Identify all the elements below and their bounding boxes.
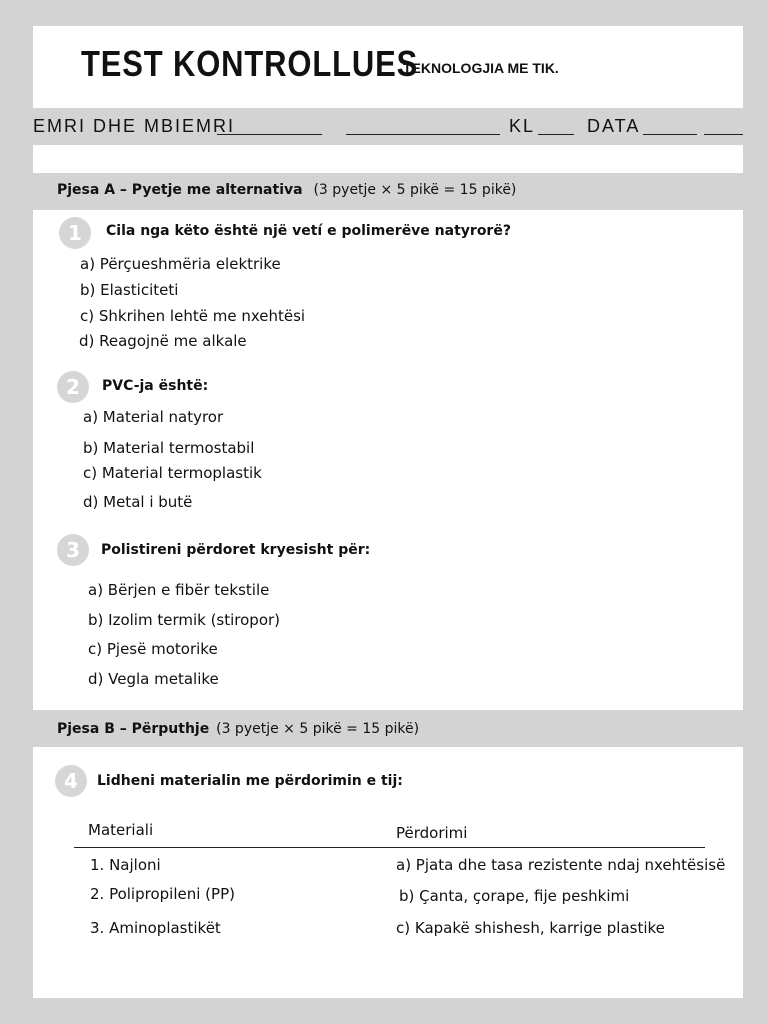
question-3-option-d[interactable]: d) Vegla metalike [88, 670, 219, 688]
question-1-text: Cila nga këto është një vetí e polimerëve natyrorë? [106, 223, 511, 239]
date-field[interactable] [643, 134, 697, 135]
part-b-card [33, 747, 743, 998]
part-b-heading [57, 721, 419, 737]
class-label: KL [509, 116, 536, 136]
question-number-badge: 4 [55, 765, 87, 797]
column-header-materials: Materiali [88, 821, 154, 839]
header-card [33, 26, 743, 108]
question-number-badge: 2 [57, 371, 89, 403]
part-a-scoring: (3 pyetje × 5 pikë = 15 pikë) [313, 182, 517, 198]
name-field[interactable] [217, 134, 322, 135]
use-item: b) Çanta, çorape, fije peshkimi [399, 887, 630, 905]
part-b-title: Pjesa B – Përputhje [57, 721, 210, 737]
question-1-option-b[interactable]: b) Elasticiteti [80, 281, 179, 299]
question-2-option-b[interactable]: b) Material termostabil [83, 439, 255, 457]
question-2-option-a[interactable]: a) Material natyror [83, 408, 224, 426]
material-item: 1. Najloni [90, 856, 161, 874]
part-a-heading [57, 182, 516, 198]
use-item: c) Kapakë shishesh, karrige plastike [396, 919, 665, 937]
question-3-text: Polistireni përdoret kryesisht për: [101, 542, 371, 558]
question-1-option-d[interactable]: d) Reagojnë me alkale [79, 332, 247, 350]
material-item: 2. Polipropileni (PP) [90, 885, 235, 903]
question-3-option-c[interactable]: c) Pjesë motorike [88, 640, 218, 658]
date-label: DATA [587, 116, 641, 136]
question-number-badge: 3 [57, 534, 89, 566]
question-2-text: PVC-ja është: [102, 378, 209, 394]
question-3-option-b[interactable]: b) Izolim termik (stiropor) [88, 611, 281, 629]
page-title: TEST KONTROLLUES [81, 43, 419, 84]
question-4-text: Lidheni materialin me përdorimin e tij: [97, 773, 403, 789]
question-1-option-c[interactable]: c) Shkrihen lehtë me nxehtësi [80, 307, 306, 325]
use-item: a) Pjata dhe tasa rezistente ndaj nxehtësisë [396, 856, 726, 874]
question-3-option-a[interactable]: a) Bërjen e fibër tekstile [88, 581, 270, 599]
material-item: 3. Aminoplastikët [90, 919, 221, 937]
blank-strip [33, 145, 743, 173]
date-field-continued[interactable] [704, 134, 743, 135]
part-b-scoring: (3 pyetje × 5 pikë = 15 pikë) [216, 721, 420, 737]
part-a-card [33, 210, 743, 710]
question-number-badge: 1 [59, 217, 91, 249]
page-subtitle: TEKNOLOGJIA ME TIK. [403, 60, 559, 76]
question-1-option-a[interactable]: a) Përçueshmëria elektrike [80, 255, 281, 273]
class-field[interactable] [538, 134, 574, 135]
table-header-divider [74, 847, 705, 848]
name-label: EMRI DHE MBIEMRI [33, 116, 236, 136]
question-2-option-c[interactable]: c) Material termoplastik [83, 464, 262, 482]
question-2-option-d[interactable]: d) Metal i butë [83, 493, 193, 511]
part-a-title: Pjesa A – Pyetje me alternativa [57, 182, 303, 198]
column-header-uses: Përdorimi [396, 824, 468, 842]
name-field-continued[interactable] [346, 134, 500, 135]
